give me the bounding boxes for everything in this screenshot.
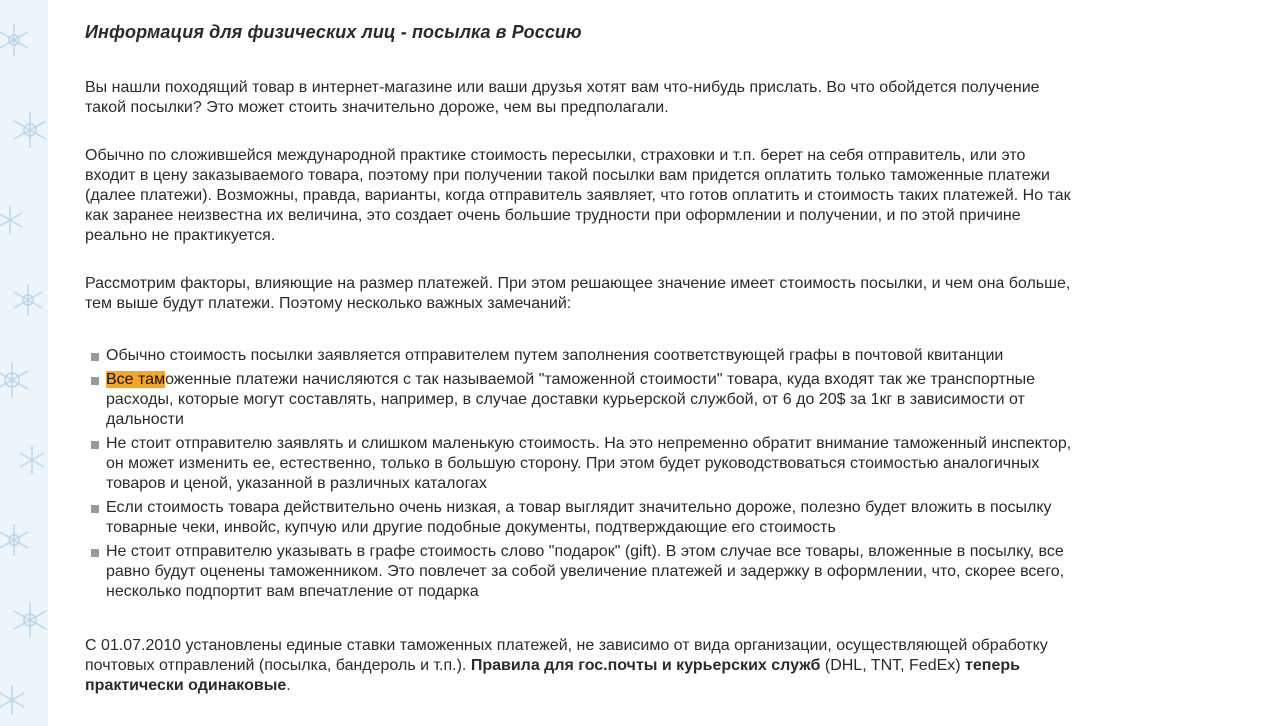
- list-item: [91, 542, 1091, 602]
- rates-bold-text: Правила для гос.почты и курьерских служб: [470, 657, 821, 674]
- text-selection-highlight: Все там: [106, 371, 166, 388]
- rates-bold-text: теперь практически одинаковые: [85, 657, 1020, 694]
- rates-paragraph: [85, 636, 1075, 696]
- factors-paragraph: Рассмотрим факторы, влияющие на размер платежей. При этом решающее значение имеет стоимость посылки, и чем она больше, тем выше будут платежи. Поэтому несколько важных замечаний:: [85, 275, 1071, 312]
- list-item-text: Если стоимость товара действительно очень низкая, а товар выглядит значительно дороже, полезно будет вложить в посылку товарные чеки, инвойс, купчую или другие подобные документы, подтверждающие его стоимость: [106, 499, 1052, 536]
- bullet-square-icon: [91, 353, 99, 361]
- list-item-text: оженные платежи начисляются с так называемой "таможенной стоимости" товара, куда входят так же транспортные расходы, которые могут составлять, например, в случае доставки курьерской службой, от 6 до 20$ за 1кг в зависимости от дальности: [106, 371, 1036, 428]
- list-item-text: Не стоит отправителю указывать в графе стоимость слово "подарок" (gift). В этом случае все товары, вложенные в посылку, все равно будут оценены таможенником. Это повлечет за собой увеличение платежей и задержку в оформлении, что, скорее всего, несколько подпортит вам впечатление от подарка: [106, 543, 1065, 600]
- intro-paragraph: Вы нашли походящий товар в интернет-магазине или ваши друзья хотят вам что-нибудь прислать. Во что обойдется получение такой посылки? Это может стоить значительно дороже, чем вы предполагали.: [85, 79, 1040, 116]
- list-item-text: Не стоит отправителю заявлять и слишком маленькую стоимость. На это непременно обратит внимание таможенный инспектор, он может изменить ее, естественно, только в большую сторону. При этом будет руководствоваться стоимостью аналогичных товаров и ценой, указанной в различных каталогах: [106, 435, 1072, 492]
- list-item: [91, 346, 1091, 366]
- rates-text: (DHL, TNT, FedEx): [820, 657, 966, 674]
- remarks-list: [91, 346, 1091, 606]
- list-item: [91, 498, 1091, 538]
- list-item-text: Обычно стоимость посылки заявляется отправителем путем заполнения соответствующей графы в почтовой квитанции: [106, 347, 1004, 364]
- bullet-square-icon: [91, 549, 99, 557]
- snowflake-decoration: [0, 0, 48, 726]
- bullet-square-icon: [91, 505, 99, 513]
- bullet-square-icon: [91, 441, 99, 449]
- rates-text: С 01.07.2010 установлены единые ставки таможенных платежей, не зависимо от вида организации, осуществляющей обработку почтовых отправлений (посылка, бандероль и т.п.).: [85, 637, 1048, 674]
- rates-text: .: [286, 677, 291, 694]
- bullet-square-icon: [91, 377, 99, 385]
- list-item: [91, 370, 1091, 430]
- practice-paragraph: Обычно по сложившейся международной практике стоимость пересылки, страховки и т.п. берет на себя отправитель, или это входит в цену заказываемого товара, поэтому при получении такой посылки вам придется оплатить только таможенные платежи (далее платежи). Возможны, правда, варианты, когда отправитель заявляет, что готов оплатить и стоимость таких платежей. Но так как заранее неизвестна их величина, это создает очень большие трудности при оформлении и получении, и по этой причине реально не практикуется.: [85, 147, 1071, 244]
- page-heading: Информация для физических лиц - посылка в Россию: [85, 22, 582, 42]
- list-item: [91, 434, 1091, 494]
